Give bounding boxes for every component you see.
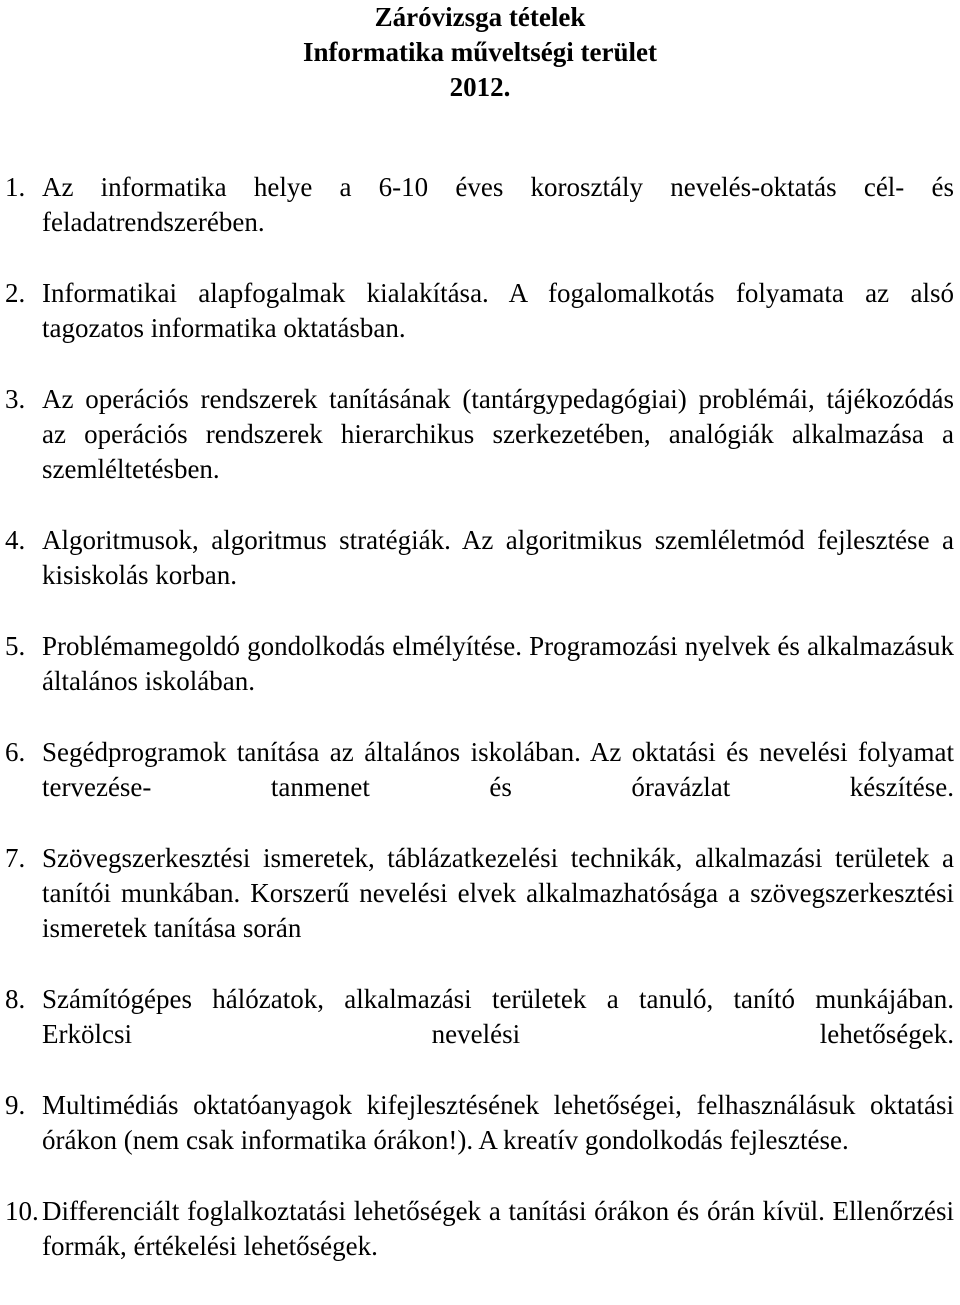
title-line-1: Záróvizsga tételek [374, 2, 586, 32]
document-header [0, 0, 960, 105]
topic-number: 6. [5, 737, 26, 767]
topic-item-5 [0, 629, 960, 699]
topic-item-6 [0, 735, 960, 805]
topic-number: 5. [5, 631, 26, 661]
topic-item-7 [0, 841, 960, 946]
topic-item-1 [0, 170, 960, 240]
topic-text: Szövegszerkesztési ismeretek, táblázatkezelési technikák, alkalmazási területek a tanítói munkában. Korszerű nevelési elvek alkalmazhatósága a szövegszerkesztési ismeretek tanítása során [42, 843, 954, 943]
topic-text: Segédprogramok tanítása az általános iskolában. Az oktatási és nevelési folyamat tervezése- tanmenet és óravázlat készítése. [42, 737, 954, 802]
topic-number: 8. [5, 984, 26, 1014]
topic-list [0, 170, 960, 1264]
topic-text: Számítógépes hálózatok, alkalmazási területek a tanuló, tanító munkájában. Erkölcsi nevelési lehetőségek. [42, 984, 954, 1049]
topic-number: 1. [5, 172, 26, 202]
title-line-3: 2012. [449, 72, 511, 102]
topic-text: Differenciált foglalkoztatási lehetőségek a tanítási órákon és órán kívül. Ellenőrzési formák, értékelési lehetőségek. [42, 1196, 954, 1261]
topic-number: 9. [5, 1090, 26, 1120]
topic-text: Az informatika helye a 6-10 éves korosztály nevelés-oktatás cél- és feladatrendszerében. [42, 172, 954, 237]
topic-item-2 [0, 276, 960, 346]
topic-number: 7. [5, 843, 26, 873]
topic-number: 4. [5, 525, 26, 555]
topic-number: 3. [5, 384, 26, 414]
topic-text: Algoritmusok, algoritmus stratégiák. Az algoritmikus szemléletmód fejlesztése a kisiskolás korban. [42, 525, 954, 590]
topic-text: Az operációs rendszerek tanításának (tantárgypedagógiai) problémái, tájékozódás az operációs rendszerek hierarchikus szerkezetében, analógiák alkalmazása a szemléltetésben. [42, 384, 954, 484]
topic-item-10 [0, 1194, 960, 1264]
topic-number: 10. [5, 1196, 39, 1226]
topic-text: Multimédiás oktatóanyagok kifejlesztésének lehetőségei, felhasználásuk oktatási órákon (nem csak informatika órákon!). A kreatív gondolkodás fejlesztése. [42, 1090, 954, 1155]
topic-item-3 [0, 382, 960, 487]
topic-text: Problémamegoldó gondolkodás elmélyítése. Programozási nyelvek és alkalmazásuk általános iskolában. [42, 631, 954, 696]
topic-item-4 [0, 523, 960, 593]
title-line-2: Informatika műveltségi terület [303, 37, 657, 67]
topic-number: 2. [5, 278, 26, 308]
topic-item-9 [0, 1088, 960, 1158]
topic-text: Informatikai alapfogalmak kialakítása. A fogalomalkotás folyamata az alsó tagozatos informatika oktatásban. [42, 278, 954, 343]
topic-item-8 [0, 982, 960, 1052]
